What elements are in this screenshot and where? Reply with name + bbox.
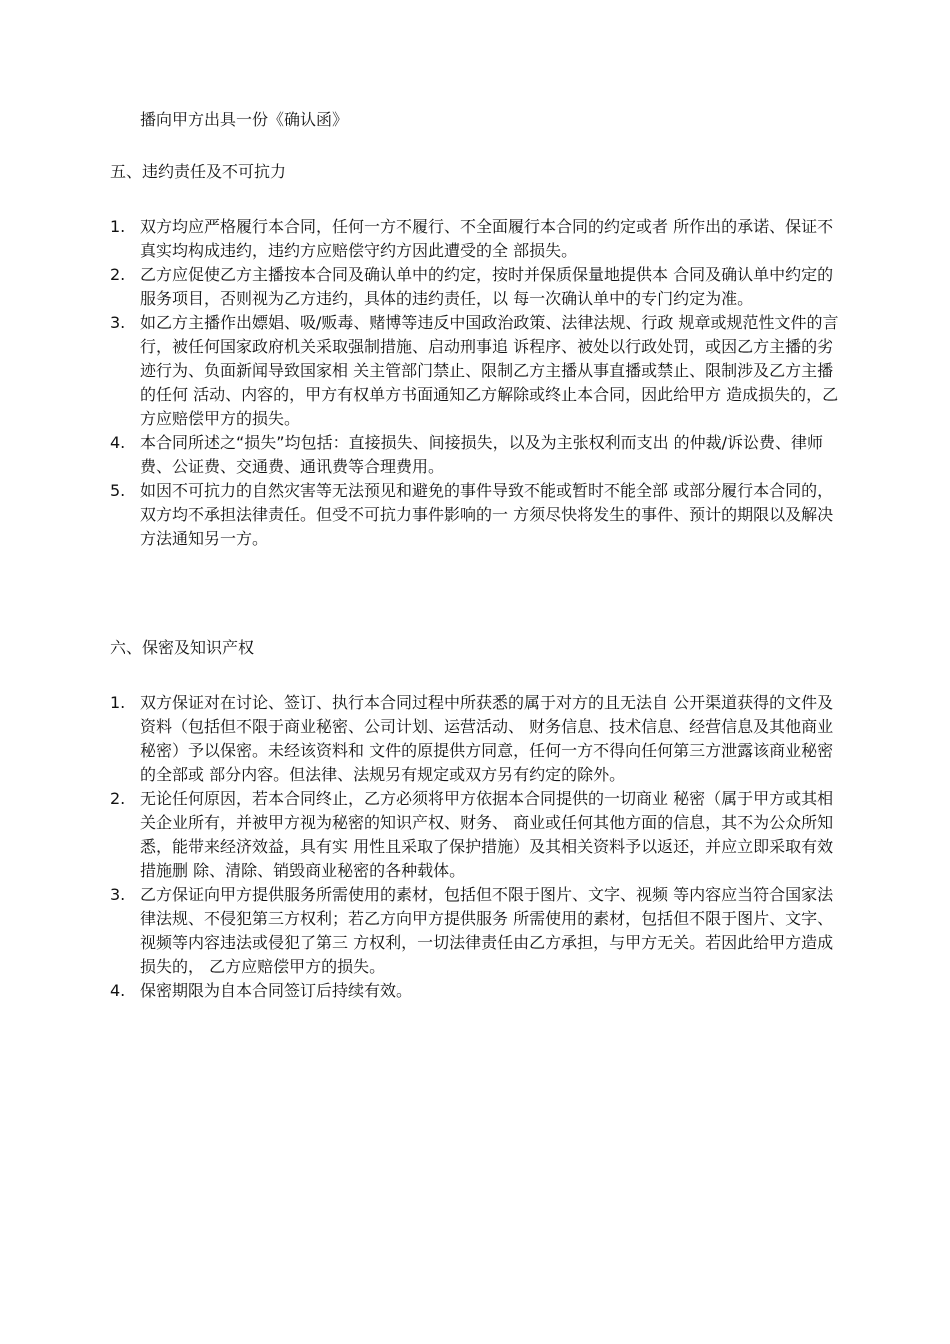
item-text: 本合同所述之“损失”均包括：直接损失、间接损失，以及为主张权利而支出 的仲裁/诉讼费、律师费、公证费、交通费、通讯费等合理费用。: [140, 433, 824, 476]
item-text: 无论任何原因，若本合同终止，乙方必须将甲方依据本合同提供的一切商业 秘密（属于甲方或其相关企业所有，并被甲方视为秘密的知识产权、财务、 商业或任何其他方面的信息，其不为公众所知悉，能带来经济效益，具有实 用性且采取了保护措施）及其相关资料予以返还，并应立即采取有效措施删 除、清除、销毁商业秘密的各种载体。: [140, 789, 834, 880]
list-item: [110, 431, 845, 479]
list-item: [110, 215, 845, 263]
section-heading-confidentiality: 六、保密及知识产权: [110, 638, 255, 657]
list-item: [110, 691, 845, 787]
item-number: 1.: [110, 217, 126, 236]
confidentiality-clause-list: [110, 691, 845, 1003]
item-text: 如乙方主播作出嫖娼、吸/贩毒、赌博等违反中国政治政策、法律法规、行政 规章或规范性文件的言行，被任何国家政府机关采取强制措施、启动刑事追 诉程序、被处以行政处罚，或因乙方主播的劣迹行为、负面新闻导致国家相 关主管部门禁止、限制乙方主播从事直播或禁止、限制涉及乙方主播的任何 活动、内容的，甲方有权单方书面通知乙方解除或终止本合同，因此给甲方 造成损失的，乙方应赔偿甲方的损失。: [140, 313, 839, 428]
item-number: 5.: [110, 481, 126, 500]
item-number: 4.: [110, 981, 126, 1000]
item-text: 如因不可抗力的自然灾害等无法预见和避免的事件导致不能或暂时不能全部 或部分履行本合同的，双方均不承担法律责任。但受不可抗力事件影响的一 方须尽快将发生的事件、预计的期限以及解决方法通知另一方。: [140, 481, 834, 548]
item-text: 乙方保证向甲方提供服务所需使用的素材，包括但不限于图片、文字、视频 等内容应当符合国家法律法规、不侵犯第三方权利；若乙方向甲方提供服务 所需使用的素材，包括但不限于图片、文字、视频等内容违法或侵犯了第三 方权利，一切法律责任由乙方承担，与甲方无关。若因此给甲方造成损失的， 乙方应赔偿甲方的损失。: [140, 885, 834, 976]
continuation-paragraph: 播向甲方出具一份《确认函》: [140, 110, 349, 129]
section-heading-breach: 五、违约责任及不可抗力: [110, 162, 287, 181]
item-text: 保密期限为自本合同签订后持续有效。: [140, 981, 413, 1000]
list-item: [110, 263, 845, 311]
list-item: [110, 979, 845, 1003]
item-number: 2.: [110, 265, 126, 284]
item-number: 1.: [110, 693, 126, 712]
item-text: 双方保证对在讨论、签订、执行本合同过程中所获悉的属于对方的且无法自 公开渠道获得的文件及资料（包括但不限于商业秘密、公司计划、运营活动、 财务信息、技术信息、经营信息及其他商业秘密）予以保密。未经该资料和 文件的原提供方同意，任何一方不得向任何第三方泄露该商业秘密的全部或 部分内容。但法律、法规另有规定或双方另有约定的除外。: [140, 693, 834, 784]
item-text: 乙方应促使乙方主播按本合同及确认单中的约定，按时并保质保量地提供本 合同及确认单中约定的服务项目，否则视为乙方违约，具体的违约责任，以 每一次确认单中的专门约定为准。: [140, 265, 834, 308]
item-text: 双方均应严格履行本合同，任何一方不履行、不全面履行本合同的约定或者 所作出的承诺、保证不真实均构成违约，违约方应赔偿守约方因此遭受的全 部损失。: [140, 217, 834, 260]
list-item: [110, 787, 845, 883]
item-number: 2.: [110, 789, 126, 808]
list-item: [110, 883, 845, 979]
item-number: 4.: [110, 433, 126, 452]
list-item: [110, 479, 845, 551]
list-item: [110, 311, 845, 431]
item-number: 3.: [110, 313, 126, 332]
item-number: 3.: [110, 885, 126, 904]
breach-clause-list: [110, 215, 845, 551]
